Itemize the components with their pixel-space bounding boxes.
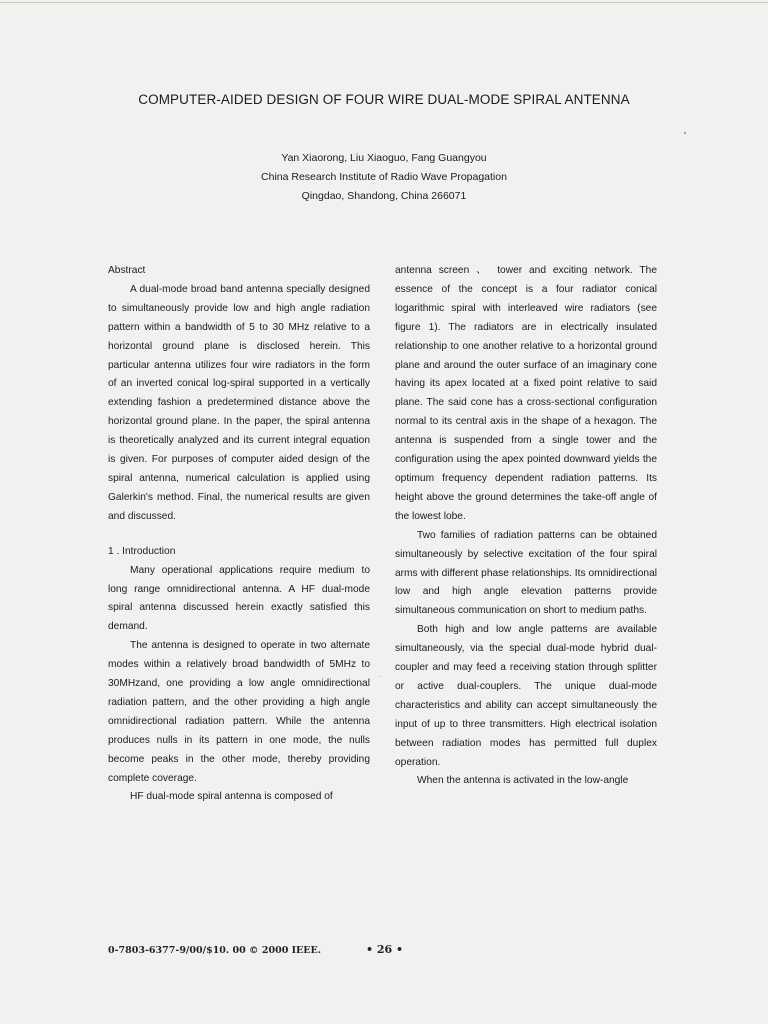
intro-paragraph-1: Many operational applications require medium to long range omnidirectional antenna. A HF dual-mode spiral antenna discussed herein exactly satisfied this demand.: [108, 564, 370, 633]
left-column: [108, 262, 370, 807]
page-number: • 26 •: [366, 943, 404, 956]
paper-address: Qingdao, Shandong, China 266071: [301, 190, 467, 202]
body-paragraph-3: Both high and low angle patterns are available simultaneously, via the special dual-mode hybrid dual-coupler and may feed a receiving station through splitter or active dual-couplers. The unique dual-mode characteristics and ability can accept simultaneously the input of up to three transmitters. High electrical isolation between radiation modes has permitted full duplex operation.: [395, 624, 657, 768]
paper-authors: Yan Xiaorong, Liu Xiaoguo, Fang Guangyou: [281, 152, 487, 164]
introduction-heading: 1 . Introduction: [108, 545, 176, 557]
right-column: [395, 262, 657, 791]
copyright-line: 0-7803-6377-9/00/$10. 00 © 2000 IEEE.: [108, 945, 322, 956]
scan-edge-line: [0, 2, 768, 3]
paper-affiliation: China Research Institute of Radio Wave Propagation: [261, 171, 507, 183]
body-paragraph-2: Two families of radiation patterns can be obtained simultaneously by selective excitation of the four spiral arms with different phase relationships. Its omnidirectional low and high angle elevation patterns provide simultaneous communication on short to medium paths.: [395, 529, 657, 617]
intro-paragraph-3: HF dual-mode spiral antenna is composed of: [130, 791, 333, 803]
scan-speck: [380, 676, 381, 677]
body-paragraph-1: antenna screen 、 tower and exciting network. The essence of the concept is a four radiator conical logarithmic spiral with interleaved wire radiators (see figure 1). The radiators are in electrically insulated relationship to one another relative to a horizontal ground plane and around the outer surface of an imaginary cone having its apex located at a fixed point relative to said plane. The said cone has a cross-sectional configuration normal to its central axis in the shape of a hexagon. The antenna is suspended from a single tower and the configuration using the apex pointed downward yields the optimum frequency dependent radiation patterns. Its height above the ground determines the take-off angle of the lowest lobe.: [395, 265, 657, 522]
abstract-heading: Abstract: [108, 265, 146, 276]
abstract-text: A dual-mode broad band antenna specially designed to simultaneously provide low and high angle radiation pattern within a bandwidth of 5 to 30 MHz relative to a horizontal ground plane is disclosed herein. This particular antenna utilizes four wire radiators in the form of an inverted conical log-spiral supported in a vertically extending fashion a predetermined distance above the horizontal ground plane. In the paper, the spiral antenna is theoretically analyzed and its current integral equation is given. For purposes of computer aided design of the spiral antenna, numerical calculation is applied using Galerkin's method. Final, the numerical results are given and discussed.: [108, 283, 370, 522]
body-paragraph-4: When the antenna is activated in the low-angle: [417, 775, 629, 787]
paper-title: COMPUTER-AIDED DESIGN OF FOUR WIRE DUAL-MODE SPIRAL ANTENNA: [138, 92, 630, 107]
scan-speck: [684, 132, 686, 134]
intro-paragraph-2: The antenna is designed to operate in two alternate modes within a relatively broad bandwidth of 5MHz to 30MHzand, one providing a low angle omnidirectional radiation pattern, and the other providing a high angle omnidirectional radiation pattern. While the antenna produces nulls in its pattern in one mode, the nulls become peaks in the other mode, thereby providing complete coverage.: [108, 640, 370, 784]
